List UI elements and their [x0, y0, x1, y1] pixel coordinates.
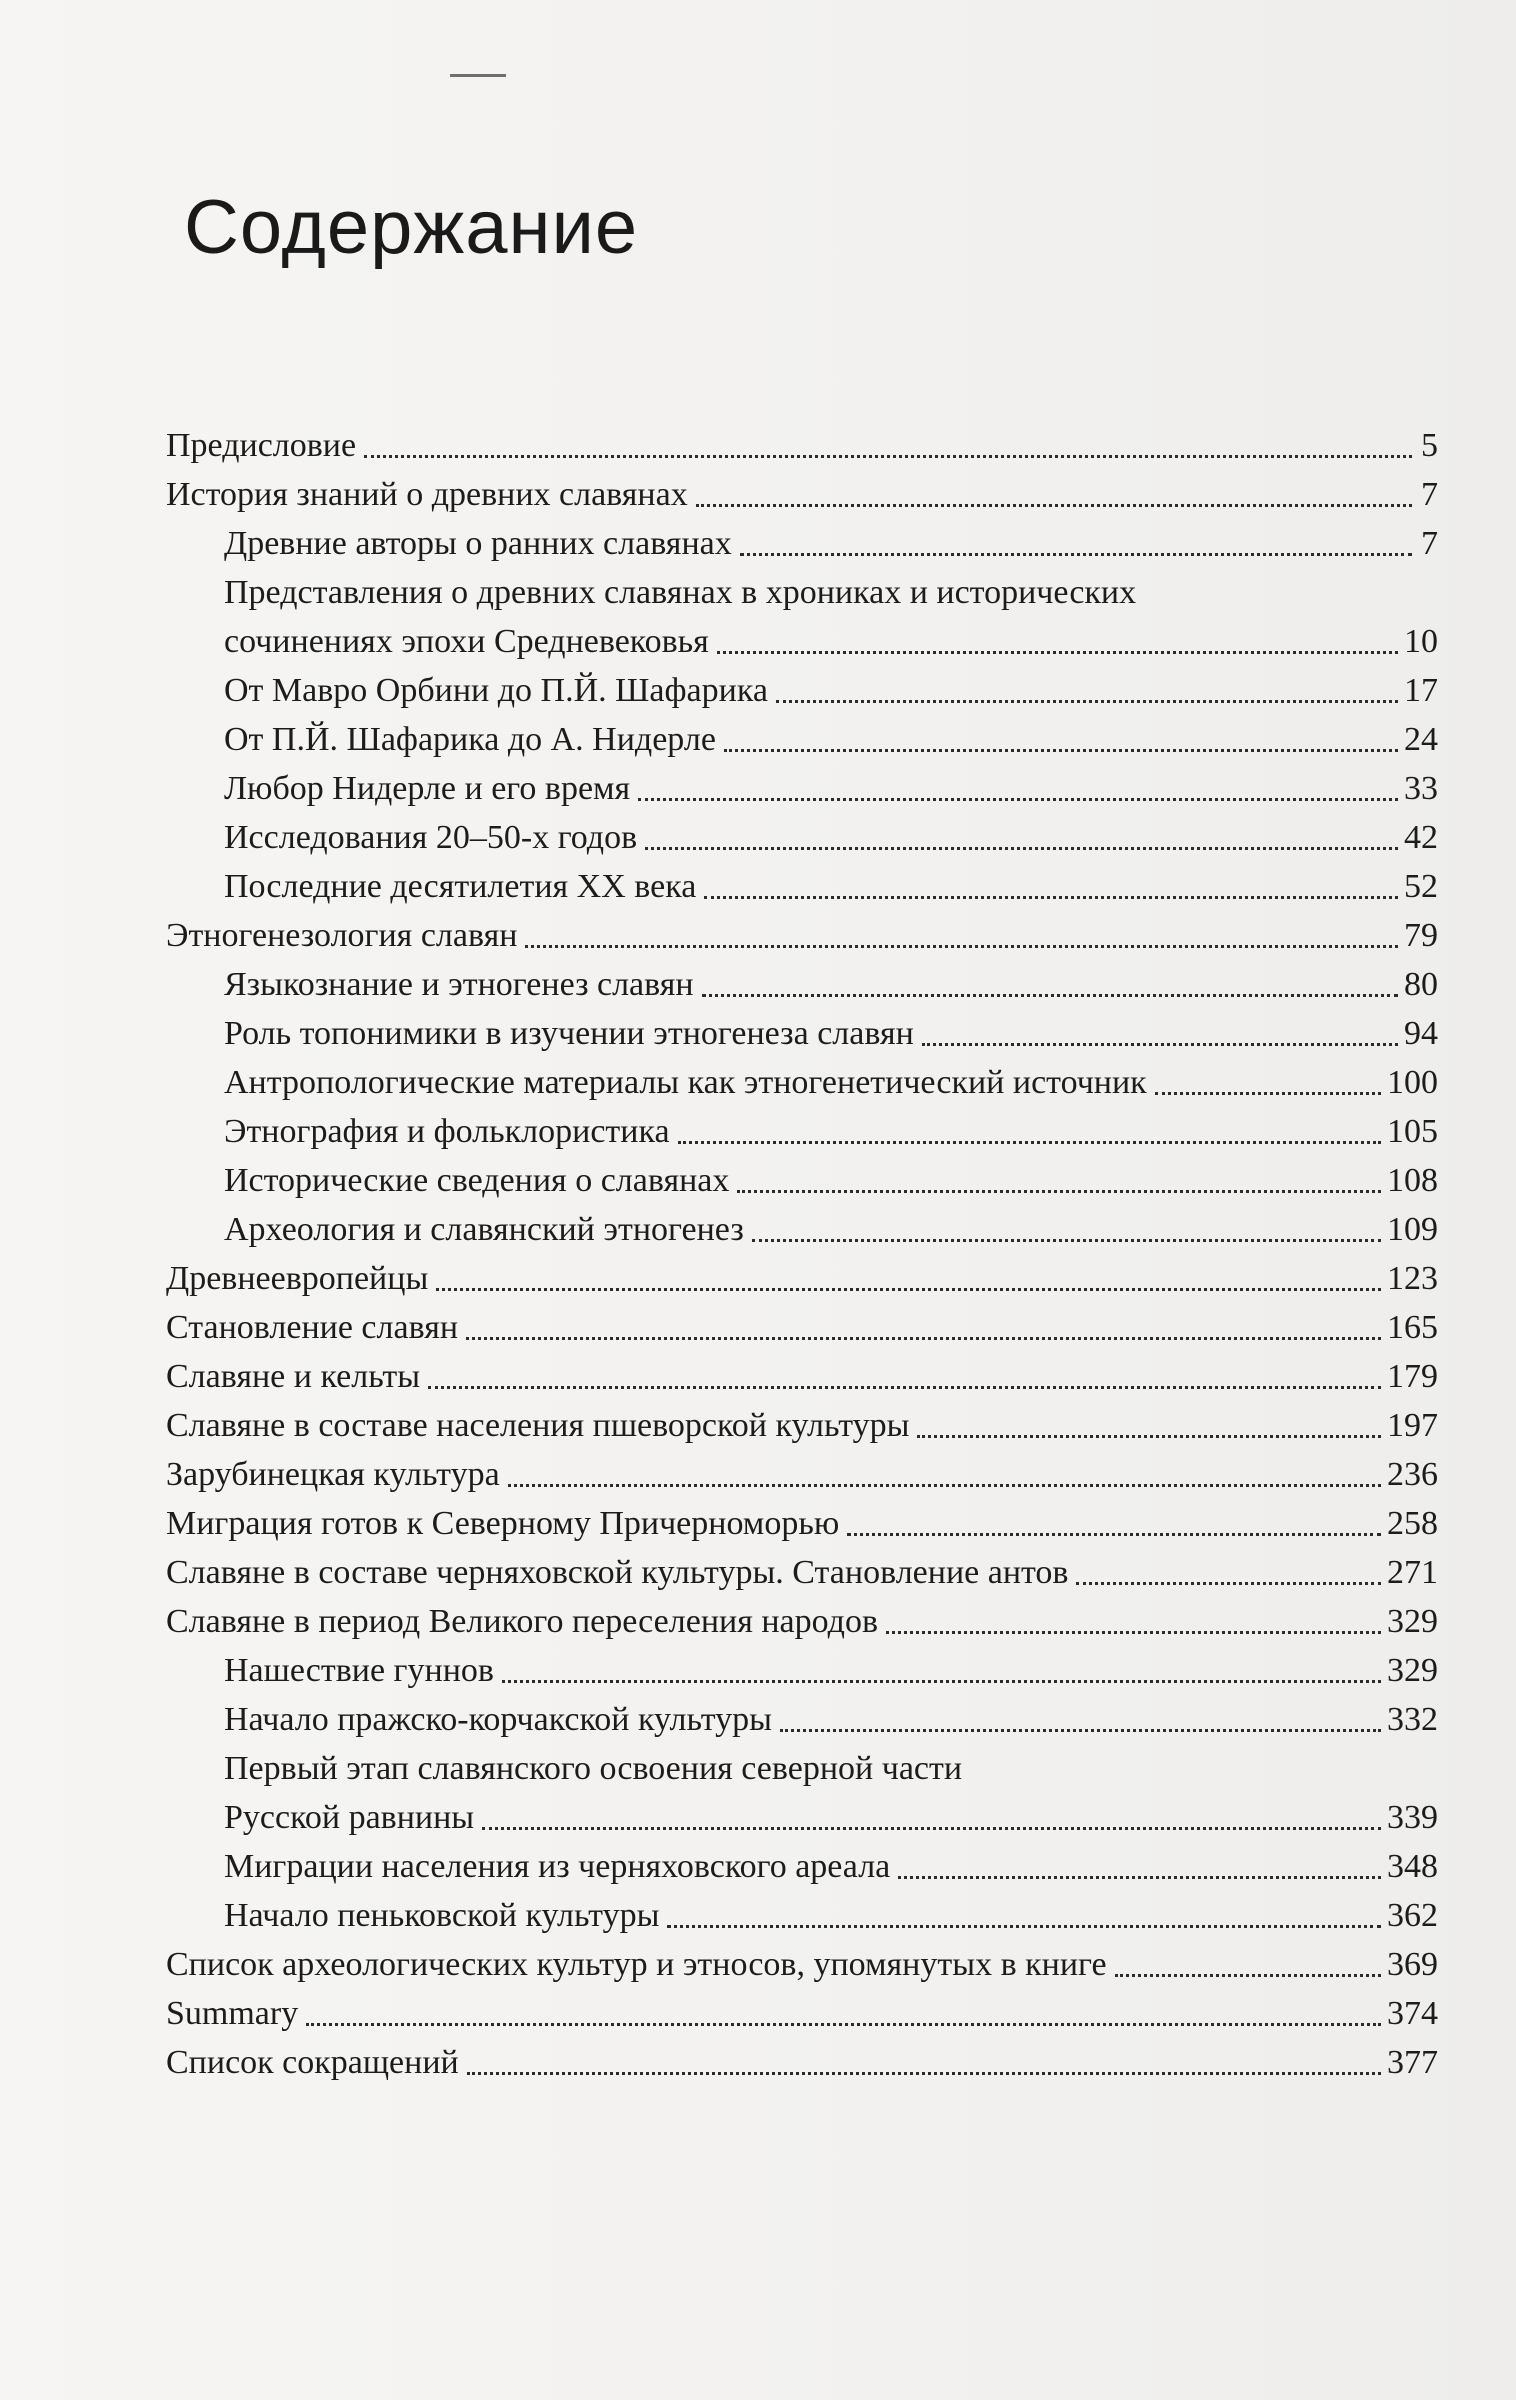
toc-entry[interactable] [166, 1590, 1438, 1639]
toc-page-number: 332 [1387, 1701, 1438, 1738]
toc-entry[interactable] [166, 904, 1438, 953]
toc-entry-title: Миграции населения из черняховского ареала [224, 1848, 891, 1885]
toc-entry-title: Этнография и фольклористика [224, 1113, 670, 1150]
toc-page-number: 362 [1387, 1897, 1438, 1934]
toc-entry[interactable] [166, 1394, 1438, 1443]
toc-page-number: 105 [1387, 1113, 1438, 1150]
toc-entry[interactable] [224, 855, 1438, 904]
toc-page-number: 7 [1421, 525, 1438, 562]
toc-entry-title: Summary [166, 1995, 299, 2032]
toc-leader-dots [502, 1679, 1381, 1683]
toc-entry[interactable] [224, 757, 1438, 806]
toc-entry-title: Начало пеньковской культуры [224, 1897, 660, 1934]
toc-leader-dots [737, 1189, 1381, 1193]
toc-page-number: 33 [1404, 770, 1438, 807]
toc-leader-dots [704, 895, 1398, 899]
toc-entry-title: Предисловие [166, 427, 357, 464]
toc-entry[interactable] [224, 1688, 1438, 1737]
toc-entry[interactable] [224, 1737, 1438, 1786]
toc-page-number: 329 [1387, 1603, 1438, 1640]
toc-page-number: 197 [1387, 1407, 1438, 1444]
toc-leader-dots [1115, 1973, 1381, 1977]
toc-page-number: 42 [1404, 819, 1438, 856]
toc-leader-dots [922, 1042, 1398, 1046]
toc-entry-title: Нашествие гуннов [224, 1652, 494, 1689]
toc-entry-title: Русской равнины [224, 1799, 475, 1836]
toc-entry[interactable] [224, 953, 1438, 1002]
toc-entry-title: Славяне и кельты [166, 1358, 421, 1395]
toc-entry-title: Языкознание и этногенез славян [224, 966, 694, 1003]
toc-leader-dots [436, 1287, 1381, 1291]
toc-entry[interactable] [166, 414, 1438, 463]
toc-leader-dots [898, 1875, 1381, 1879]
toc-entry[interactable] [166, 1541, 1438, 1590]
toc-leader-dots [508, 1483, 1381, 1487]
toc-leader-dots [645, 846, 1398, 850]
toc-entry[interactable] [166, 1345, 1438, 1394]
toc-leader-dots [638, 797, 1398, 801]
toc-leader-dots [917, 1434, 1381, 1438]
toc-entry-title: Древние авторы о ранних славянах [224, 525, 732, 562]
header-rule [450, 74, 506, 77]
toc-leader-dots [1155, 1091, 1381, 1095]
toc-page-number: 79 [1404, 917, 1438, 954]
toc-page-number: 94 [1404, 1015, 1438, 1052]
toc-leader-dots [724, 748, 1398, 752]
toc-entry[interactable] [224, 1100, 1438, 1149]
toc-leader-dots [776, 699, 1398, 703]
toc-entry-title: Последние десятилетия XX века [224, 868, 697, 905]
toc-entry-title: От П.Й. Шафарика до А. Нидерле [224, 721, 716, 758]
toc-page-number: 5 [1421, 427, 1438, 464]
toc-leader-dots [482, 1826, 1381, 1830]
toc-leader-dots [702, 993, 1398, 997]
toc-entry-title: Становление славян [166, 1309, 459, 1346]
toc-page-number: 271 [1387, 1554, 1438, 1591]
toc-leader-dots [847, 1532, 1381, 1536]
toc-page-number: 369 [1387, 1946, 1438, 1983]
toc-page-number: 7 [1421, 476, 1438, 513]
toc-page-number: 374 [1387, 1995, 1438, 2032]
toc-page-number: 165 [1387, 1309, 1438, 1346]
toc-entry[interactable] [224, 1002, 1438, 1051]
toc-entry[interactable] [224, 561, 1438, 610]
toc-page-number: 100 [1387, 1064, 1438, 1101]
toc-leader-dots [428, 1385, 1381, 1389]
toc-entry-title: Исследования 20–50-х годов [224, 819, 638, 856]
toc-page-number: 179 [1387, 1358, 1438, 1395]
toc-leader-dots [696, 503, 1412, 507]
toc-entry[interactable] [224, 806, 1438, 855]
toc-page-number: 10 [1404, 623, 1438, 660]
toc-leader-dots [306, 2022, 1381, 2026]
toc-entry[interactable] [224, 1149, 1438, 1198]
table-of-contents [166, 414, 1438, 2080]
toc-entry-title: Зарубинецкая культура [166, 1456, 500, 1493]
toc-entry-title: История знаний о древних славянах [166, 476, 688, 513]
toc-leader-dots [740, 552, 1412, 556]
toc-entry[interactable] [166, 463, 1438, 512]
toc-page-number: 339 [1387, 1799, 1438, 1836]
toc-entry-title: Список археологических культур и этносов, упомянутых в книге [166, 1946, 1107, 1983]
toc-leader-dots [1076, 1581, 1381, 1585]
toc-entry-title: сочинениях эпохи Средневековья [224, 623, 709, 660]
toc-entry[interactable] [224, 610, 1438, 659]
toc-entry[interactable] [224, 659, 1438, 708]
toc-leader-dots [678, 1140, 1381, 1144]
toc-entry-title: Славяне в составе населения пшеворской культуры [166, 1407, 910, 1444]
toc-entry[interactable] [224, 512, 1438, 561]
toc-page-number: 17 [1404, 672, 1438, 709]
toc-page-number: 109 [1387, 1211, 1438, 1248]
toc-leader-dots [466, 1336, 1381, 1340]
toc-page-number: 377 [1387, 2044, 1438, 2081]
toc-entry[interactable] [224, 1639, 1438, 1688]
toc-page-number: 24 [1404, 721, 1438, 758]
toc-entry-title: Список сокращений [166, 2044, 459, 2081]
toc-page-number: 329 [1387, 1652, 1438, 1689]
toc-entry-title: Исторические сведения о славянах [224, 1162, 730, 1199]
toc-entry-title: Древнеевропейцы [166, 1260, 429, 1297]
toc-entry-title: Первый этап славянского освоения северной части [224, 1750, 963, 1787]
toc-entry[interactable] [224, 1835, 1438, 1884]
toc-entry-title: Славяне в составе черняховской культуры. Становление антов [166, 1554, 1069, 1591]
toc-page-number: 236 [1387, 1456, 1438, 1493]
toc-entry[interactable] [224, 1786, 1438, 1835]
toc-entry-title: Этногенезология славян [166, 917, 518, 954]
toc-page-number: 52 [1404, 868, 1438, 905]
toc-entry-title: Археология и славянский этногенез [224, 1211, 744, 1248]
toc-leader-dots [467, 2071, 1381, 2075]
page-title: Содержание [184, 185, 639, 270]
toc-leader-dots [780, 1728, 1381, 1732]
toc-entry[interactable] [224, 708, 1438, 757]
toc-entry[interactable] [166, 1933, 1438, 1982]
toc-entry[interactable] [166, 1247, 1438, 1296]
toc-page-number: 80 [1404, 966, 1438, 1003]
toc-entry[interactable] [166, 2031, 1438, 2080]
toc-entry-title: Миграция готов к Северному Причерноморью [166, 1505, 840, 1542]
toc-leader-dots [752, 1238, 1381, 1242]
toc-entry[interactable] [224, 1051, 1438, 1100]
toc-entry[interactable] [224, 1884, 1438, 1933]
toc-page-number: 108 [1387, 1162, 1438, 1199]
toc-entry[interactable] [166, 1443, 1438, 1492]
toc-entry-title: Любор Нидерле и его время [224, 770, 631, 807]
toc-entry-title: Начало пражско-корчакской культуры [224, 1701, 772, 1738]
toc-entry-title: От Мавро Орбини до П.Й. Шафарика [224, 672, 768, 709]
toc-entry-title: Антропологические материалы как этногенетический источник [224, 1064, 1147, 1101]
toc-page-number: 348 [1387, 1848, 1438, 1885]
toc-entry[interactable] [166, 1982, 1438, 2031]
toc-leader-dots [717, 650, 1398, 654]
toc-entry-title: Представления о древних славянах в хрониках и исторических [224, 574, 1137, 611]
toc-page-number: 123 [1387, 1260, 1438, 1297]
toc-leader-dots [667, 1924, 1381, 1928]
toc-entry[interactable] [224, 1198, 1438, 1247]
toc-leader-dots [364, 454, 1412, 458]
toc-leader-dots [525, 944, 1398, 948]
toc-entry-title: Славяне в период Великого переселения народов [166, 1603, 879, 1640]
toc-leader-dots [886, 1630, 1381, 1634]
toc-page-number: 258 [1387, 1505, 1438, 1542]
toc-entry-title: Роль топонимики в изучении этногенеза славян [224, 1015, 914, 1052]
toc-entry[interactable] [166, 1296, 1438, 1345]
toc-entry[interactable] [166, 1492, 1438, 1541]
